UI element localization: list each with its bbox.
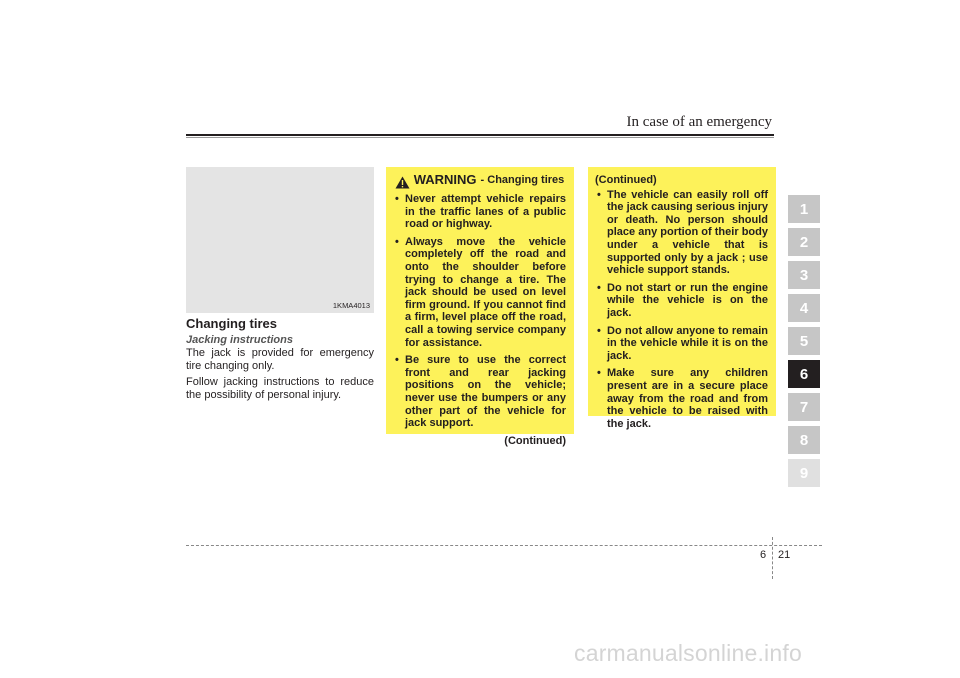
illustration-placeholder bbox=[186, 167, 374, 313]
footer-chapter-number: 6 bbox=[760, 549, 767, 561]
warning-list bbox=[595, 189, 768, 431]
section-subtitle: Jacking instructions bbox=[186, 334, 293, 346]
continued-label: (Continued) bbox=[504, 434, 566, 447]
footer-rule bbox=[186, 545, 822, 546]
body-paragraph: Follow jacking instructions to reduce the possibility of personal injury. bbox=[186, 376, 374, 401]
body-paragraph: The jack is provided for emergency tire changing only. bbox=[186, 347, 374, 372]
warning-list bbox=[393, 193, 566, 430]
footer-divider bbox=[772, 537, 773, 579]
chapter-tab-6[interactable]: 6 bbox=[788, 360, 820, 388]
warning-subtitle: - Changing tires bbox=[480, 174, 565, 186]
section-title: Changing tires bbox=[186, 316, 278, 331]
watermark: carmanualsonline.info bbox=[574, 640, 802, 666]
warning-item: • Be sure to use the correct front and rear jacking positions on the vehicle; never use the bumpers or any other part of the vehicle for jack support. bbox=[393, 354, 566, 430]
warning-box-changing-tires bbox=[386, 167, 574, 447]
chapter-tab-8[interactable]: 8 bbox=[788, 426, 820, 454]
header-rule-thin bbox=[186, 137, 774, 138]
warning-item: • Do not allow anyone to remain in the vehicle while it is on the jack. bbox=[595, 325, 768, 363]
warning-heading bbox=[393, 174, 566, 189]
warning-item: • Do not start or run the engine while the vehicle is on the jack. bbox=[595, 282, 768, 320]
chapter-tab-2[interactable]: 2 bbox=[788, 228, 820, 256]
chapter-tabs bbox=[788, 195, 820, 492]
chapter-tab-4[interactable]: 4 bbox=[788, 294, 820, 322]
chapter-tab-5[interactable]: 5 bbox=[788, 327, 820, 355]
warning-item: • Always move the vehicle completely off the road and onto the shoulder before trying to change a tire. The jack should be used on level firm ground. If you cannot find a firm, level place off the road, call a towing service company for assistance. bbox=[393, 236, 566, 349]
chapter-tab-1[interactable]: 1 bbox=[788, 195, 820, 223]
warning-triangle-icon bbox=[395, 176, 410, 189]
header-rule bbox=[186, 134, 774, 136]
warning-label: WARNING bbox=[413, 172, 477, 187]
warning-item: • Make sure any children present are in a secure place away from the road and from the vehicle to be raised with the jack. bbox=[595, 367, 768, 430]
warning-box-continued bbox=[588, 167, 776, 430]
illustration-code: 1KMA4013 bbox=[332, 301, 370, 310]
page-header-title: In case of an emergency bbox=[626, 114, 772, 130]
warning-item: • Never attempt vehicle repairs in the traffic lanes of a public road or highway. bbox=[393, 193, 566, 231]
section-changing-tires bbox=[186, 316, 374, 405]
chapter-tab-3[interactable]: 3 bbox=[788, 261, 820, 289]
continued-label: (Continued) bbox=[595, 174, 657, 186]
warning-item: • The vehicle can easily roll off the jack causing serious injury or death. No person should place any portion of their body under a vehicle that is supported only by a jack ; use vehicle support stands. bbox=[595, 189, 768, 277]
chapter-tab-9[interactable]: 9 bbox=[788, 459, 820, 487]
chapter-tab-7[interactable]: 7 bbox=[788, 393, 820, 421]
footer-page-number: 21 bbox=[778, 549, 791, 561]
